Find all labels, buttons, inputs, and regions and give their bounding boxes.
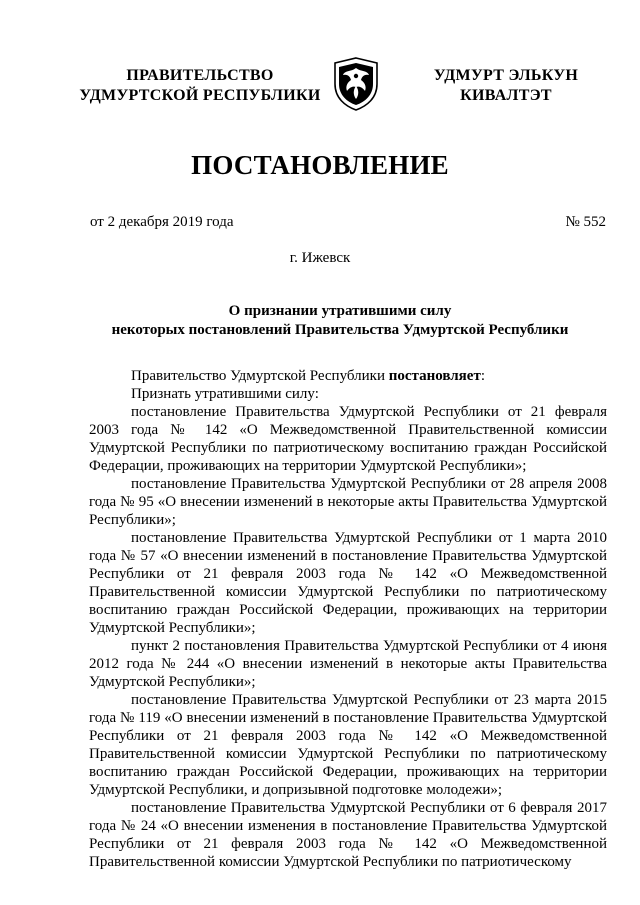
body-paragraph: постановление Правительства Удмуртской Республики от 1 марта 2010 года № 57 «О внесении изменений в постановление Правительства Удмуртской Республики от 21 февраля 2003 года № 142 «О Межведомственной Правительственной комиссии Удмуртской Республики по патриотическому воспитанию граждан Российской Федерации, проживающих на территории Удмуртской Республики»; — [89, 530, 607, 636]
government-name-russian — [78, 66, 322, 106]
government-name-udmurt — [418, 66, 594, 106]
government-name-line-2: УДМУРТСКОЙ РЕСПУБЛИКИ — [79, 87, 321, 104]
body-paragraph: пункт 2 постановления Правительства Удмуртской Республики от 4 июня 2012 года № 244 «О внесении изменений в некоторые акты Правительства Удмуртской Республики»; — [89, 638, 607, 690]
document-subject — [110, 302, 570, 340]
intro-verb: постановляет — [388, 368, 481, 384]
body-paragraph: постановление Правительства Удмуртской Республики от 23 марта 2015 года № 119 «О внесении изменений в постановление Правительства Удмуртской Республики от 21 февраля 2003 года № 142 «О Межведомственной Правительственной комиссии Удмуртской Республики по патриотическому воспитанию граждан Российской Федерации, проживающих на территории Удмуртской Республики, и допризывной подготовке молодежи»; — [89, 692, 607, 798]
document-number: № 552 — [565, 214, 606, 230]
intro-paragraph — [89, 367, 607, 385]
body-paragraph: постановление Правительства Удмуртской Республики от 21 февраля 2003 года № 142 «О Межведомственной Правительственной комиссии Удмуртской Республики по патриотическому воспитанию граждан Российской Федерации, проживающих на территории Удмуртской Республики»; — [89, 404, 607, 474]
subject-line-2: некоторых постановлений Правительства Удмуртской Республики — [111, 322, 569, 338]
government-name-udmurt-line-2: КИВАЛТЭТ — [460, 87, 552, 104]
government-name-line-1: ПРАВИТЕЛЬСТВО — [126, 67, 274, 84]
intro-text: Правительство Удмуртской Республики — [131, 368, 389, 384]
document-body — [89, 367, 607, 871]
subject-line-1: О признании утратившими силу — [228, 303, 452, 319]
intro-colon: : — [480, 368, 485, 384]
body-paragraph: постановление Правительства Удмуртской Республики от 28 апреля 2008 года № 95 «О внесении изменений в некоторые акты Правительства Удмуртской Республики»; — [89, 476, 607, 528]
body-paragraph: Признать утратившими силу: — [131, 386, 319, 402]
government-name-udmurt-line-1: УДМУРТ ЭЛЬКУН — [433, 67, 579, 84]
document-title: ПОСТАНОВЛЕНИЕ — [191, 150, 449, 180]
body-paragraph: постановление Правительства Удмуртской Республики от 6 февраля 2017 года № 24 «О внесении изменения в постановление Правительства Удмуртской Республики от 21 февраля 2003 года № 142 «О Межведомственной Правительственной комиссии Удмуртской Республики по патриотическому — [89, 800, 607, 870]
udmurtia-coat-of-arms-icon — [331, 56, 381, 112]
document-date: от 2 декабря 2019 года — [90, 214, 234, 230]
document-city: г. Ижевск — [289, 250, 351, 266]
